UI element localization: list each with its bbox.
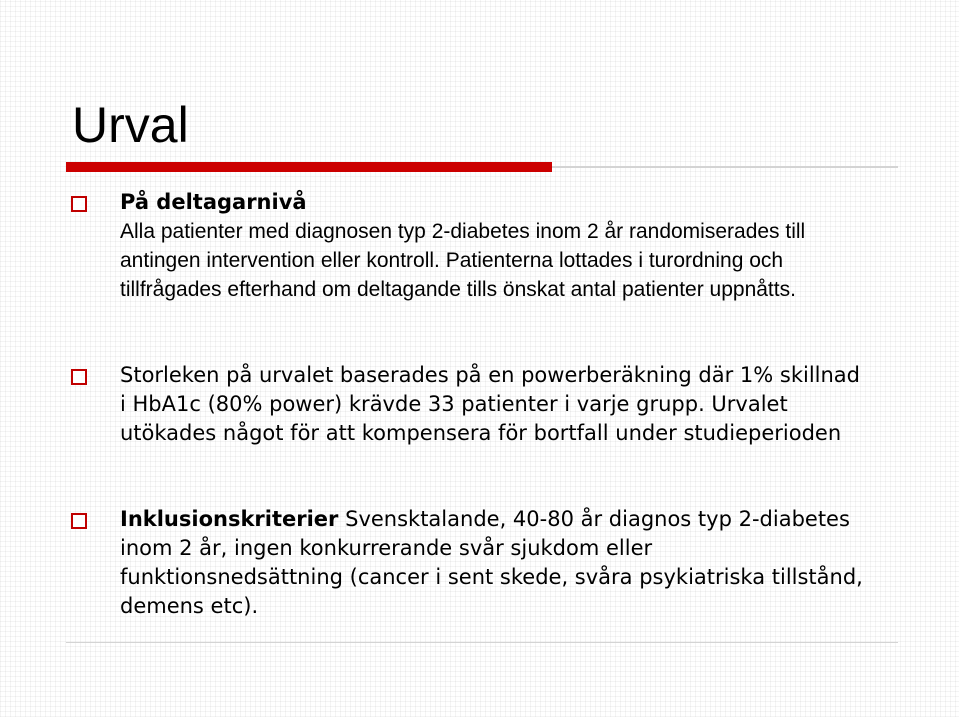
bullet-text (120, 505, 870, 621)
bullet-body: Alla patienter med diagnosen typ 2-diabetes inom 2 år randomiserades till antingen intervention eller kontroll. Patienterna lottades i turordning och tillfrågades efterhand om deltagande tills önskat antal patienter uppnåtts. (120, 220, 806, 301)
title-underline-red-bar (66, 162, 552, 172)
bullet-text (120, 188, 870, 304)
square-outline-icon (71, 369, 87, 385)
bullet-body: Svensktalande, 40-80 år diagnos typ 2-diabetes inom 2 år, ingen konkurrerande svår sjukdom eller funktionsnedsättning (cancer i sent skede, svåra psykiatriska tillstånd, demens etc). (120, 507, 863, 618)
bullet-body: Storleken på urvalet baserades på en powerberäkning där 1% skillnad i HbA1c (80% power) krävde 33 patienter i varje grupp. Urvalet utökades något för att kompensera för bortfall under studieperioden (120, 363, 860, 445)
title-underline-grey-line (552, 166, 898, 168)
bullet-heading: På deltagarnivå (120, 190, 307, 214)
bullet-heading: Inklusionskriterier (120, 507, 339, 531)
slide-title: Urval (72, 97, 189, 153)
title-underline (66, 162, 898, 174)
bottom-divider (66, 642, 898, 643)
square-outline-icon (71, 196, 87, 212)
square-outline-icon (71, 513, 87, 529)
